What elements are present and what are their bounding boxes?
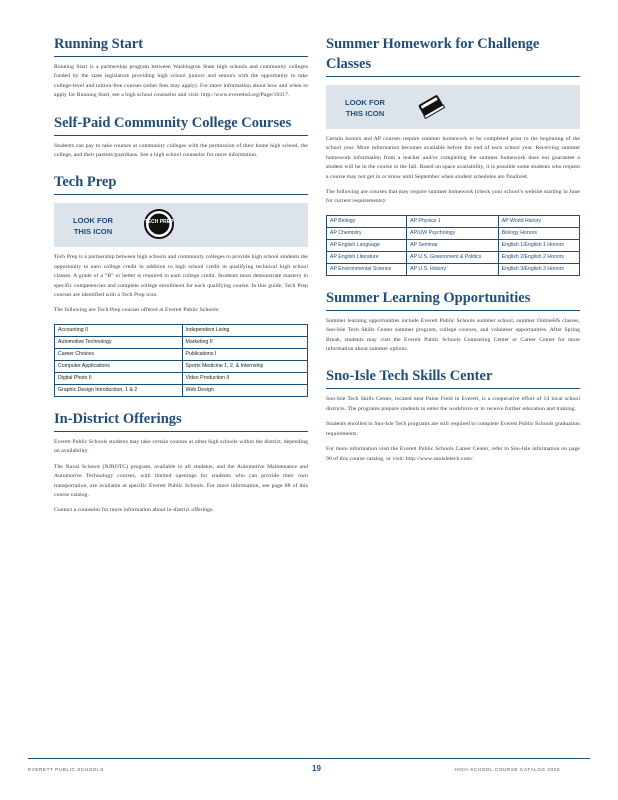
table-row bbox=[55, 324, 308, 336]
table-cell: AP/UW Psychology bbox=[407, 227, 499, 239]
sno-isle-body-3: For more information visit the Everett Public Schools Career Center, refer to Sno-Isle information on page 90 of this course catalog, or visit: http://www.snoisletech.com/. bbox=[326, 446, 580, 462]
right-column bbox=[326, 34, 580, 476]
sno-isle-section bbox=[326, 366, 580, 463]
running-start-body: Running Start is a partnership program between Washington State high schools and community colleges funded by the state legislature providing high school juniors and seniors with the opportunity to take college-level and tuition-free courses (other fees may apply). For more information about how and when to apply for Running Start, see a high school counselor and visit: http://www.everettsd.org/Page/10317. bbox=[54, 64, 308, 99]
table-cell: AP U.S. History bbox=[407, 263, 499, 275]
table-cell: AP World History bbox=[498, 215, 579, 227]
table-cell: Automotive Technology bbox=[55, 336, 183, 348]
sno-isle-heading: Sno-Isle Tech Skills Center bbox=[326, 366, 580, 389]
table-cell: AP U.S. Government & Politics bbox=[407, 251, 499, 263]
table-cell: AP English Literature bbox=[327, 251, 407, 263]
homework-book-icon bbox=[414, 89, 448, 123]
table-cell: English 1/English 1 Honors bbox=[498, 239, 579, 251]
tech-prep-table bbox=[54, 324, 308, 397]
summer-learning-section bbox=[326, 288, 580, 355]
table-cell: AP Biology bbox=[327, 215, 407, 227]
summer-homework-section bbox=[326, 34, 580, 276]
summer-learning-body: Summer learning opportunities include Everett Public Schools summer school, summer OnlineHS classes, Sno-Isle Tech Skills Center summer program, college courses, and volunteer opportunities. After Spring Break, students may visit the Everett Public Schools Counseling Center or Career Center for more information about summer options. bbox=[326, 317, 580, 353]
page-footer bbox=[28, 764, 590, 778]
table-row bbox=[327, 239, 580, 251]
table-cell: Web Design bbox=[182, 384, 307, 396]
running-start-section bbox=[54, 34, 308, 101]
tech-prep-icon-text: TECH PREP bbox=[144, 219, 174, 226]
table-cell: English 2/English 2 Honors bbox=[498, 251, 579, 263]
table-row bbox=[327, 251, 580, 263]
tech-prep-heading: Tech Prep bbox=[54, 172, 308, 195]
table-cell: Accounting II bbox=[55, 324, 183, 336]
table-cell: Career Choices bbox=[55, 348, 183, 360]
tech-prep-icon bbox=[142, 207, 176, 241]
table-row bbox=[55, 348, 308, 360]
summer-learning-heading: Summer Learning Opportunities bbox=[326, 288, 580, 311]
tech-prep-body: Tech Prep is a partnership between high schools and community colleges to provide high school students the opportunity to earn college credit in addition to high school credit in qualifying technical high school classes. A grade of a “B” or better is required to earn college credit. Students must demonstrate mastery in specific competencies and complete college enrollment for each qualifying course. In this guide, Tech Prep courses are identified with a Tech Prep icon. bbox=[54, 254, 308, 299]
in-district-section bbox=[54, 409, 308, 516]
table-cell: Graphic Design Introduction, 1 & 2 bbox=[55, 384, 183, 396]
table-row bbox=[327, 263, 580, 275]
table-row bbox=[55, 384, 308, 396]
tech-prep-courses-intro: The following are Tech Prep courses offered at Everett Public Schools: bbox=[54, 307, 220, 314]
table-row bbox=[55, 336, 308, 348]
table-cell: AP Environmental Science bbox=[327, 263, 407, 275]
in-district-body-1: Everett Public Schools students may take certain courses at other high schools within the district, depending on availability. bbox=[54, 438, 308, 455]
self-paid-body: Students can pay to take courses at community colleges with the permission of their home high school, the college, and their parents/guardians. See a high school counselor for more information. bbox=[54, 142, 308, 159]
table-cell: Computer Applications bbox=[55, 360, 183, 372]
table-cell: Independent Living bbox=[182, 324, 307, 336]
summer-homework-courses-intro: The following are courses that may require summer homework (check your school’s website starting in June for current requirements): bbox=[326, 189, 580, 205]
table-cell: English 3/English 3 Honors bbox=[498, 263, 579, 275]
table-cell: Video Production II bbox=[182, 372, 307, 384]
table-cell: AP Physics 1 bbox=[407, 215, 499, 227]
in-district-body-3: Contact a counselor for more information about in-district offerings. bbox=[54, 507, 214, 514]
footer-catalog-title: HIGH SCHOOL COURSE CATALOG 2020 bbox=[454, 767, 560, 772]
footer-rule bbox=[28, 758, 590, 759]
page-number: 19 bbox=[312, 764, 321, 773]
in-district-heading: In-District Offerings bbox=[54, 409, 308, 432]
table-cell: AP Chemistry bbox=[327, 227, 407, 239]
table-row bbox=[55, 372, 308, 384]
table-cell: Publications I bbox=[182, 348, 307, 360]
table-row bbox=[327, 227, 580, 239]
tech-prep-section bbox=[54, 172, 308, 396]
self-paid-heading: Self-Paid Community College Courses bbox=[54, 113, 308, 136]
table-cell: Digital Photo II bbox=[55, 372, 183, 384]
running-start-heading: Running Start bbox=[54, 34, 308, 57]
table-row bbox=[327, 215, 580, 227]
in-district-body-2: The Naval Science (NJROTC) program, available to all students, and the Automotive Maintenance and Automotive Technology courses, with limited openings for students who can provide their own transportation, are available at specific Everett Public Schools. For more information, see page 88 of this course catalog. bbox=[54, 463, 308, 498]
summer-homework-body: Certain honors and AP courses require summer homework to be completed prior to the beginning of the school year. More information becomes available before the end of each school year. Receiving summer homework information from a teacher and/or completing the summer homework does not guarantee a student will be in the course in the fall. Based on space availability, it is possible some students who request a course may not get in or know until September when student schedules are finalized. bbox=[326, 136, 580, 180]
look-for-label: LOOK FOR THIS ICON bbox=[72, 216, 114, 237]
look-for-label: LOOK FOR THIS ICON bbox=[344, 98, 386, 118]
table-cell: Marketing II bbox=[182, 336, 307, 348]
self-paid-section bbox=[54, 113, 308, 161]
left-column bbox=[54, 34, 308, 528]
summer-homework-table bbox=[326, 215, 580, 276]
table-cell: AP Seminar bbox=[407, 239, 499, 251]
tech-prep-look-for-box bbox=[54, 203, 308, 247]
table-cell: Biology Honors bbox=[498, 227, 579, 239]
table-cell: Sports Medicine 1, 2, & Internship bbox=[182, 360, 307, 372]
sno-isle-body-1: Sno-Isle Tech Skills Center, located near Paine Field in Everett, is a cooperative effort of 14 local school districts. The programs prepare students to enter the workforce or to receive further education and training. bbox=[326, 396, 580, 412]
table-row bbox=[55, 360, 308, 372]
summer-homework-look-for-box bbox=[326, 85, 580, 129]
table-cell: AP English Language bbox=[327, 239, 407, 251]
summer-homework-heading: Summer Homework for Challenge Classes bbox=[326, 34, 580, 77]
sno-isle-body-2: Students enrolled in Sno-Isle Tech programs are still required to complete Everett Public Schools graduation requirements. bbox=[326, 421, 580, 437]
footer-district-name: EVERETT PUBLIC SCHOOLS bbox=[28, 767, 104, 772]
